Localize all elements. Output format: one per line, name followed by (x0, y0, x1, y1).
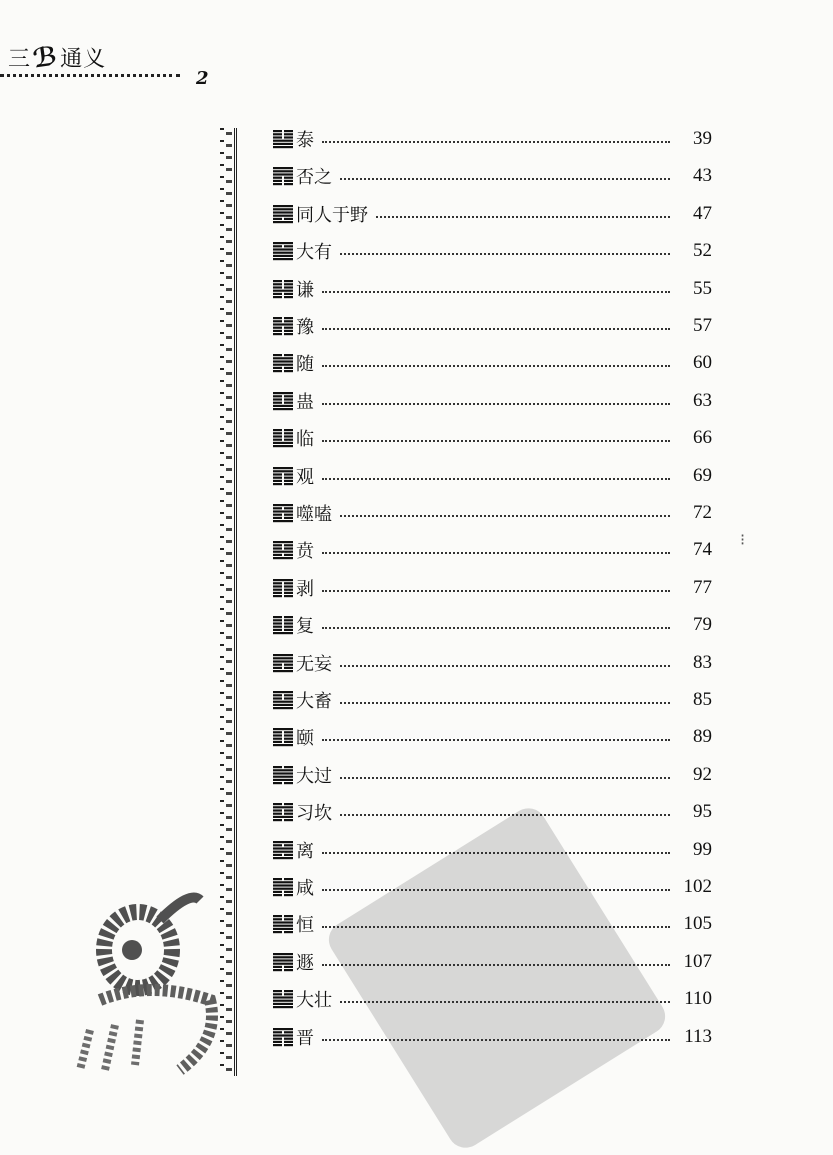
hexagram-icon (272, 279, 294, 299)
toc-entry-page: 43 (693, 165, 712, 187)
toc-entry-title: 贲 (296, 541, 314, 563)
toc-entry-page: 74 (693, 539, 712, 561)
toc-entry-title: 大有 (296, 242, 332, 264)
toc-entry-title: 复 (296, 616, 314, 638)
toc-entry-title: 泰 (296, 130, 314, 151)
book-title-suffix: 通义 (60, 47, 107, 72)
toc-entry-page: 47 (693, 202, 712, 224)
toc-entry-page: 52 (693, 240, 712, 262)
header-dotted-rule (0, 74, 180, 77)
yi-calligraphy-logo-icon (60, 880, 240, 1080)
hexagram-icon (272, 428, 294, 448)
hexagram-icon (272, 615, 294, 635)
toc-entry-page: 99 (693, 838, 712, 860)
toc-entry (272, 648, 712, 678)
toc-entry (272, 461, 712, 491)
toc-entry (272, 984, 712, 1014)
toc-entry-title: 蛊 (296, 391, 314, 413)
hexagram-icon (272, 353, 294, 373)
toc-entry-page: 110 (684, 988, 712, 1010)
toc-leader-dots (322, 440, 670, 442)
toc-entry (272, 909, 712, 939)
toc-leader-dots (340, 777, 670, 779)
toc-leader-dots (322, 328, 670, 330)
toc-entry (272, 161, 712, 191)
toc-entry-title: 豫 (296, 317, 314, 338)
toc-entry (272, 386, 712, 416)
toc-leader-dots (322, 739, 670, 741)
hexagram-icon (272, 840, 294, 860)
toc-entry-page: 83 (693, 651, 712, 673)
toc-leader-dots (340, 665, 670, 667)
toc-entry (272, 498, 712, 528)
toc-entry (272, 199, 712, 229)
toc-entry-page: 55 (693, 277, 712, 299)
toc-entry (272, 236, 712, 266)
toc-entry-title: 噬嗑 (296, 504, 332, 525)
toc-entry-page: 89 (693, 726, 712, 748)
hexagram-icon (272, 129, 294, 149)
toc-entry-title: 离 (296, 840, 314, 862)
toc-leader-dots (322, 291, 670, 293)
hexagram-icon (272, 503, 294, 523)
toc-entry-page: 77 (693, 576, 712, 598)
yi-logo-icon: ℬ (31, 41, 61, 75)
toc-entry-page: 79 (693, 614, 712, 636)
toc-entry-title: 大壮 (296, 990, 332, 1012)
hexagram-icon (272, 166, 294, 186)
toc-entry-title: 无妄 (296, 653, 332, 675)
hexagram-icon (272, 391, 294, 411)
toc-entry-title: 晋 (296, 1027, 314, 1049)
toc-entry (272, 722, 712, 752)
toc-entry-title: 咸 (296, 878, 314, 899)
book-title-prefix: 三 (8, 47, 32, 72)
toc-leader-dots (322, 889, 670, 891)
toc-entry-title: 临 (296, 429, 314, 451)
toc-entry-title: 观 (296, 466, 314, 488)
toc-entry-page: 85 (693, 689, 712, 710)
toc-entry (272, 348, 712, 378)
toc-entry (272, 311, 712, 341)
toc-entry-page: 107 (683, 950, 712, 972)
toc-leader-dots (322, 403, 670, 405)
toc-entry (272, 1022, 712, 1052)
toc-entry-title: 恒 (296, 915, 314, 937)
hexagram-icon (272, 989, 294, 1009)
hexagram-icon (272, 690, 294, 710)
toc-entry-page: 39 (693, 128, 712, 149)
toc-entry-title: 大过 (296, 765, 332, 787)
hexagram-icon (272, 727, 294, 747)
running-header (0, 30, 260, 90)
toc-entry (272, 573, 712, 603)
toc-leader-dots (322, 926, 670, 928)
hexagram-icon (272, 914, 294, 934)
toc-entry-title: 习坎 (296, 803, 332, 825)
toc-leader-dots (340, 1001, 670, 1003)
hexagram-icon (272, 802, 294, 822)
hexagram-icon (272, 241, 294, 261)
toc-entry-page: 92 (693, 763, 712, 785)
hexagram-icon (272, 204, 294, 224)
toc-entry (272, 835, 712, 865)
toc-entry (272, 872, 712, 902)
hexagram-icon (272, 765, 294, 785)
toc-entry-page: 66 (693, 427, 712, 449)
book-title (8, 42, 106, 73)
toc-entry (272, 124, 712, 154)
toc-leader-dots (322, 627, 670, 629)
toc-leader-dots (322, 365, 670, 367)
toc-entry-page: 57 (693, 315, 712, 336)
hexagram-icon (272, 952, 294, 972)
toc-entry (272, 797, 712, 827)
hexagram-icon (272, 578, 294, 598)
toc-entry (272, 423, 712, 453)
toc-leader-dots (340, 253, 670, 255)
toc-leader-dots (340, 814, 670, 816)
toc-entry-title: 否之 (296, 167, 332, 189)
toc-entry (272, 947, 712, 977)
toc-entry-page: 113 (684, 1025, 712, 1047)
hexagram-icon (272, 653, 294, 673)
toc-leader-dots (322, 141, 670, 143)
toc-entry-page: 69 (693, 464, 712, 486)
page-number: 2 (196, 68, 209, 89)
toc-leader-dots (322, 852, 670, 854)
hexagram-icon (272, 1027, 294, 1047)
toc-entry-page: 95 (693, 801, 712, 823)
stray-mark-icon: ⁝ (740, 530, 746, 549)
toc-leader-dots (322, 552, 670, 554)
toc-entry-page: 63 (693, 389, 712, 411)
toc-entry (272, 685, 712, 715)
toc-entry (272, 535, 712, 565)
hexagram-icon (272, 877, 294, 897)
toc-leader-dots (376, 216, 670, 218)
toc-entry-page: 60 (693, 352, 712, 374)
toc-entry-page: 72 (693, 502, 712, 523)
toc-entry-title: 随 (296, 354, 314, 376)
toc-leader-dots (322, 590, 670, 592)
toc-entry (272, 610, 712, 640)
toc-leader-dots (340, 515, 670, 517)
toc-entry (272, 760, 712, 790)
toc-leader-dots (340, 178, 670, 180)
toc-entry (272, 274, 712, 304)
hexagram-icon (272, 466, 294, 486)
toc-entry-title: 同人于野 (296, 204, 368, 226)
toc-entry-title: 遯 (296, 952, 314, 974)
toc-leader-dots (322, 964, 670, 966)
toc-entry-page: 105 (683, 913, 712, 935)
toc-entry-page: 102 (683, 876, 712, 897)
hexagram-icon (272, 540, 294, 560)
toc-entry-title: 剥 (296, 578, 314, 600)
toc-entry-title: 大畜 (296, 691, 332, 712)
toc-entry-title: 谦 (296, 279, 314, 301)
toc-leader-dots (340, 702, 670, 704)
toc-leader-dots (322, 1039, 670, 1041)
toc-entry-title: 颐 (296, 728, 314, 750)
toc-leader-dots (322, 478, 670, 480)
hexagram-icon (272, 316, 294, 336)
